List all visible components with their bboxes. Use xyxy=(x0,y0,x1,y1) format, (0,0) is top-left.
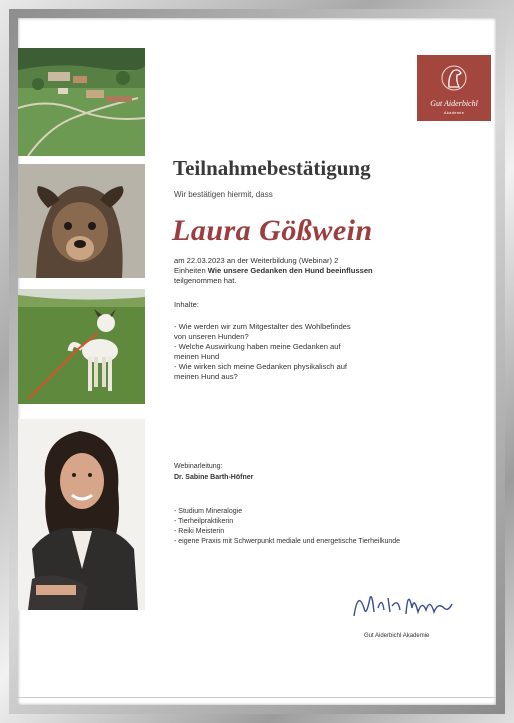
contents-item: - Wie wirken sich meine Gedanken physikalisch auf xyxy=(174,362,348,371)
line2-prefix: Einheiten xyxy=(174,266,208,275)
contents-item: von unseren Hunden? xyxy=(174,332,249,341)
contents-item: meinen Hund aus? xyxy=(174,372,238,381)
horse-icon xyxy=(440,63,468,93)
contents-item: - Wie werden wir zum Mitgestalter des Wohlbefindes xyxy=(174,322,351,331)
lead-name: Dr. Sabine Barth-Höfner xyxy=(174,474,254,481)
farm-aerial-photo xyxy=(18,48,145,156)
qualification-item: - Tierheilpraktikerin xyxy=(174,518,234,525)
dog-meadow-photo xyxy=(18,289,145,404)
bottom-divider xyxy=(18,697,496,698)
line1-prefix: am xyxy=(174,256,187,265)
signature xyxy=(348,578,458,628)
participation-line-1 xyxy=(174,256,338,266)
instructor-portrait-photo xyxy=(18,419,145,610)
certificate-paper xyxy=(18,18,496,705)
lead-label: Webinarleitung: xyxy=(174,463,223,470)
confirm-text: Wir bestätigen hiermit, dass xyxy=(174,190,273,199)
participation-line-2 xyxy=(174,266,373,276)
qualification-item: - Reiki Meisterin xyxy=(174,528,225,535)
gut-aiderbichl-logo xyxy=(417,55,491,121)
participation-line-3: teilgenommen hat. xyxy=(174,276,237,285)
course-date: 22.03.2023 xyxy=(186,256,225,265)
contents-label: Inhalte: xyxy=(174,300,199,309)
course-title: Wie unsere Gedanken den Hund beeinflussen xyxy=(207,266,373,275)
qualification-item: - eigene Praxis mit Schwerpunkt mediale und energetische Tierheilkunde xyxy=(174,538,401,545)
certificate-title: Teilnahmebestätigung xyxy=(173,156,371,180)
puppy-photo xyxy=(18,164,145,278)
participant-name: Laura Gößwein xyxy=(172,214,373,247)
signature-label: Gut Aiderbichl Akademie xyxy=(364,633,430,639)
logo-sub: Akademie xyxy=(443,110,465,115)
qualification-item: - Studium Mineralogie xyxy=(174,508,243,515)
line1-suffix: an der Weiterbildung (Webinar) 2 xyxy=(224,256,339,265)
contents-item: - Welche Auswirkung haben meine Gedanken auf xyxy=(174,342,341,351)
logo-brand: Gut Aiderbichl xyxy=(430,99,478,108)
contents-item: meinen Hund xyxy=(174,352,220,361)
